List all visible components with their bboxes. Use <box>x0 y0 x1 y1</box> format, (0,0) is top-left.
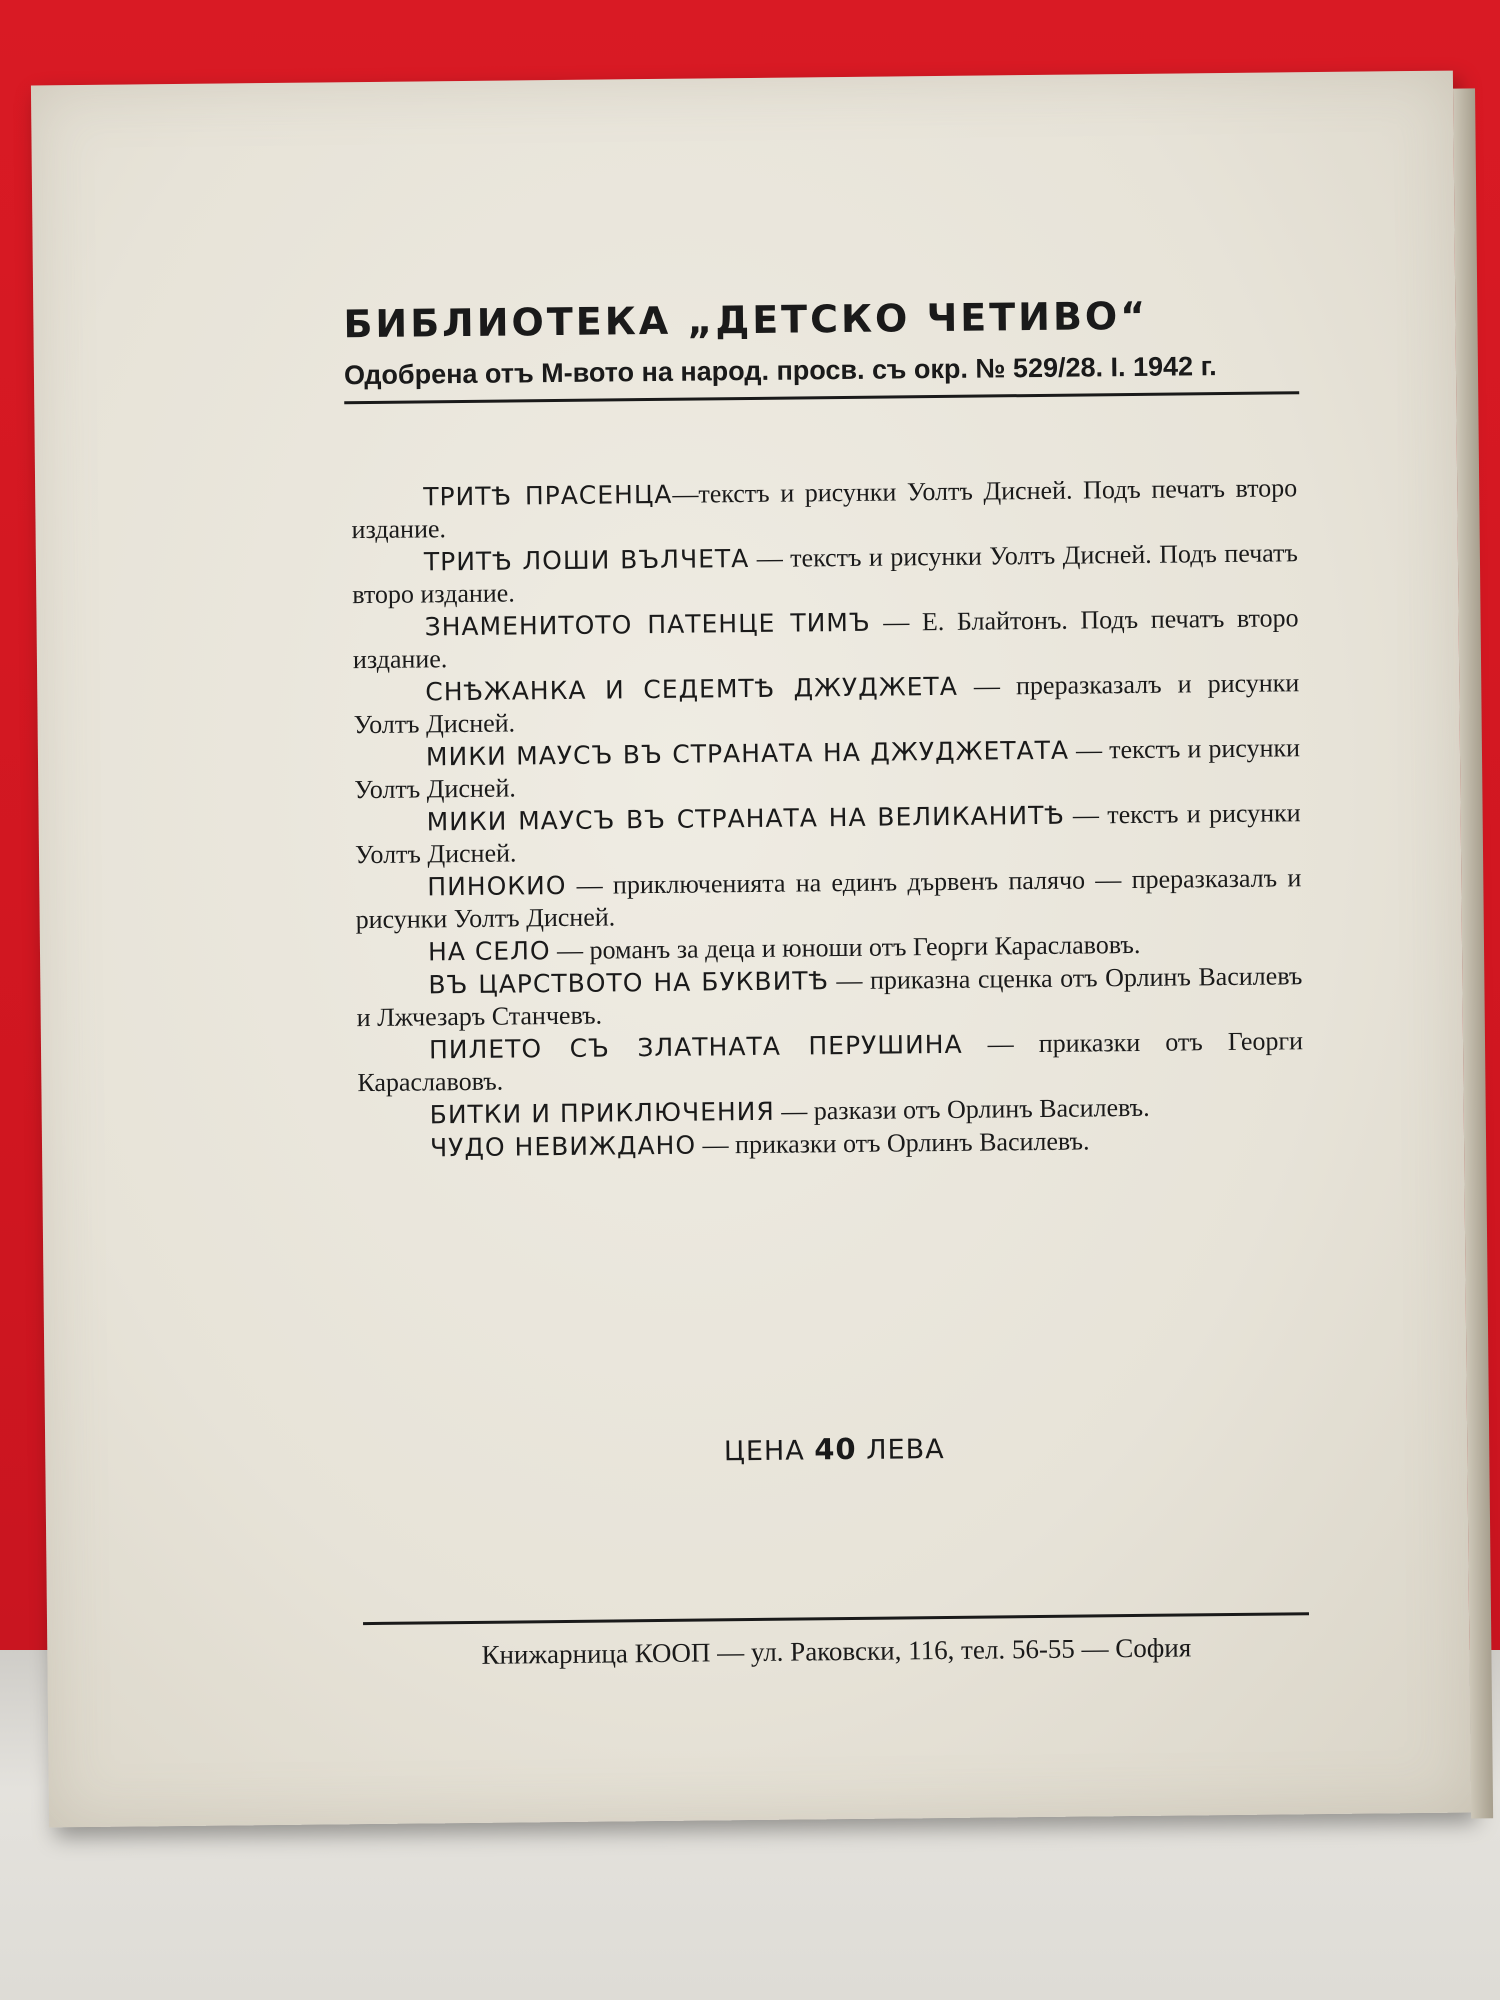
book-catalog <box>351 472 1304 1166</box>
catalog-entry <box>352 537 1299 611</box>
catalog-entry <box>357 1025 1304 1099</box>
catalog-entry <box>356 960 1303 1034</box>
approval-line: Одобрена отъ М-вото на народ. просв. съ окр. № 529/28. I. 1942 г. <box>344 350 1299 404</box>
catalog-entry <box>352 602 1299 676</box>
entry-text: — приказки отъ Георги Караславовъ. <box>357 1026 1304 1098</box>
entry-title: ПИЛЕТО СЪ ЗЛАТНАТА ПЕРУШИНА <box>428 1029 963 1065</box>
entry-title: МИКИ МАУСЪ ВЪ СТРАНАТА НА ДЖУДЖЕТАТА <box>425 735 1070 772</box>
entry-title: ТРИТѢ ПРАСЕНЦА <box>423 479 673 512</box>
entry-text: — текстъ и рисунки Уолтъ Дисней. Подъ печатъ второ издание. <box>352 538 1299 610</box>
entry-text: — разкази отъ Орлинъ Василевъ. <box>774 1092 1150 1126</box>
entry-text: —текстъ и рисунки Уолтъ Дисней. Подъ печатъ второ издание. <box>351 473 1298 545</box>
publisher-footer: Книжарница КООП — ул. Раковски, 116, тел. 56-55 — София <box>363 1612 1309 1672</box>
book-back-cover <box>31 71 1471 1828</box>
catalog-entry <box>354 797 1301 871</box>
catalog-entry <box>351 472 1298 546</box>
entry-title: ЗНАМЕНИТОТО ПАТЕНЦЕ ТИМЪ <box>424 607 871 642</box>
entry-title: ВЪ ЦАРСТВОТО НА БУКВИТѢ <box>428 966 830 1000</box>
entry-title: НА СЕЛО <box>427 936 551 967</box>
catalog-entry <box>355 862 1302 936</box>
price-line <box>361 1427 1307 1471</box>
entry-text: — текстъ и рисунки Уолтъ Дисней. <box>354 733 1301 805</box>
entry-text: — приказна сценка отъ Орлинъ Василевъ и Лжчезаръ Станчевъ. <box>356 961 1303 1033</box>
entry-text: — преразказалъ и рисунки Уолтъ Дисней. <box>353 668 1300 740</box>
entry-text: — Е. Блайтонъ. Подъ печатъ второ издание. <box>352 603 1299 675</box>
price-currency: ЛЕВА <box>866 1434 945 1466</box>
entry-text: — романъ за деца и юноши отъ Георги Караславовъ. <box>550 929 1141 966</box>
entry-title: ЧУДО НЕВИЖДАНО <box>429 1130 697 1163</box>
entry-text: — текстъ и рисунки Уолтъ Дисней. <box>354 798 1301 870</box>
price-amount: 40 <box>814 1431 857 1467</box>
catalog-entry <box>353 667 1300 741</box>
price-label: ЦЕНА <box>723 1435 805 1468</box>
entry-title: МИКИ МАУСЪ ВЪ СТРАНАТА НА ВЕЛИКАНИТѢ <box>426 800 1065 837</box>
catalog-entry <box>354 732 1301 806</box>
entry-text: — приключенията на единъ дървенъ палячо — преразказалъ и рисунки Уолтъ Дисней. <box>355 863 1302 935</box>
entry-title: ПИНОКИО <box>427 870 567 902</box>
page-edge <box>1453 88 1493 1818</box>
entry-text: — приказки отъ Орлинъ Василевъ. <box>695 1126 1090 1160</box>
entry-title: СНѢЖАНКА И СЕДЕМТѢ ДЖУДЖЕТА <box>425 671 958 707</box>
series-header <box>343 292 1299 404</box>
entry-title: ТРИТѢ ЛОШИ ВЪЛЧЕТА <box>423 543 750 577</box>
series-title: БИБЛИОТЕКА „ДЕТСКО ЧЕТИВО“ <box>343 293 1149 347</box>
entry-title: БИТКИ И ПРИКЛЮЧЕНИЯ <box>429 1096 775 1130</box>
